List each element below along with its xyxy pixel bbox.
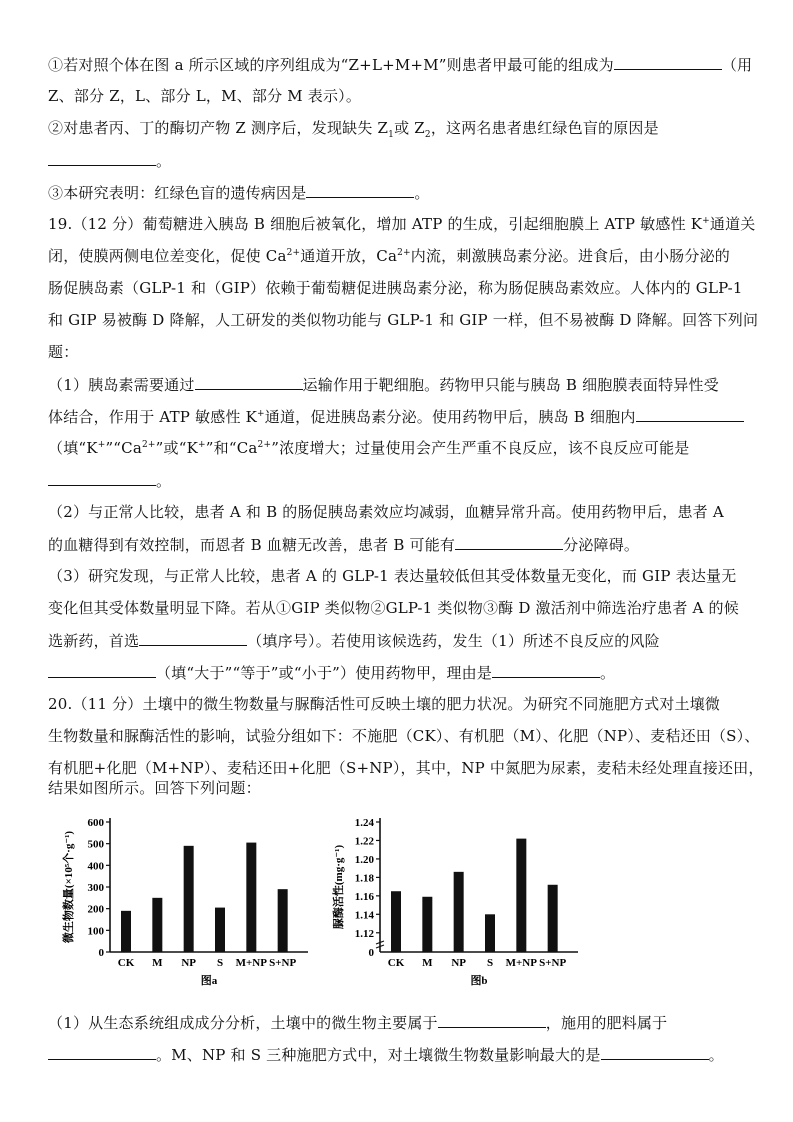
bar	[391, 891, 401, 952]
answer-blank[interactable]	[48, 662, 156, 678]
bar	[246, 843, 256, 952]
question-19-line	[48, 214, 756, 234]
answer-blank[interactable]	[48, 1044, 156, 1060]
text-line	[48, 1044, 748, 1065]
chart-title: 图a	[200, 975, 218, 987]
answer-blank[interactable]	[306, 182, 414, 198]
text: 生物数量和脲酶活性的影响，试验分组如下：不施肥（CK）、有机肥（M）、化肥（NP）、麦秸还田（S）、	[48, 727, 760, 745]
text: （填序号）。若使用该候选药，发生（1）所述不良反应的风险	[247, 632, 660, 650]
text-line	[48, 310, 759, 330]
answer-blank[interactable]	[139, 630, 247, 646]
chart-b	[328, 802, 598, 1002]
answer-blank[interactable]	[48, 150, 156, 166]
y-tick-label: 1.16	[354, 890, 374, 903]
text: 。M、NP 和 S 三种施肥方式中，对土壤微生物数量影响最大的是	[156, 1046, 601, 1064]
superscript: +	[702, 216, 710, 226]
chart-a	[58, 802, 328, 1002]
text: 通道，促进胰岛素分泌。使用药物甲后，胰岛 B 细胞内	[264, 408, 636, 426]
text: （填“大于”“等于”或“小于”）使用药物甲，理由是	[156, 664, 493, 682]
text-line	[48, 726, 760, 746]
text-line	[48, 438, 748, 458]
y-tick-label: 0	[98, 947, 104, 959]
y-tick-label: 0	[368, 947, 374, 959]
text: ”和“Ca	[205, 439, 258, 457]
x-tick-label: NP	[451, 957, 467, 969]
text: 选新药，首选	[48, 632, 140, 650]
subscript: 2	[424, 130, 431, 140]
y-tick-label: 1.14	[354, 909, 374, 922]
text: 。	[156, 472, 172, 490]
text: 肠促胰岛素（GLP-1 和（GIP）依赖于葡萄糖促进胰岛素分泌，称为肠促胰岛素效应。人体内的 GLP-1	[48, 279, 743, 297]
superscript: +	[198, 440, 206, 450]
text: 。	[156, 152, 172, 170]
bar	[422, 897, 432, 952]
text-line	[48, 598, 748, 618]
x-tick-label: S+NP	[269, 957, 297, 969]
y-tick-label: 300	[87, 882, 104, 894]
text: 有机肥+化肥（M+NP）、麦秸还田+化肥（S+NP），其中，NP 中氮肥为尿素，麦秸未经处理直接还田，	[48, 759, 764, 777]
x-tick-label: M+NP	[235, 957, 267, 969]
text-line	[48, 54, 753, 75]
x-tick-label: M	[152, 957, 163, 969]
text-line	[48, 630, 748, 651]
x-tick-label: S	[486, 957, 494, 969]
text: ”“Ca	[105, 439, 142, 457]
superscript: 2+	[397, 248, 411, 258]
question-20-line	[48, 694, 748, 714]
text: ③本研究表明：红绿色盲的遗传病因是	[48, 184, 307, 202]
x-tick-label: CK	[387, 957, 405, 969]
text: （填“K	[48, 439, 98, 457]
x-tick-label: S	[216, 957, 224, 969]
y-tick-label: 400	[87, 860, 104, 873]
text: ”浓度增大；过量使用会产生严重不良反应，该不良反应可能是	[271, 439, 690, 457]
superscript: +	[97, 440, 106, 450]
text-line	[48, 1012, 748, 1033]
text-line	[48, 278, 748, 298]
text-line	[48, 118, 748, 138]
bar	[121, 911, 131, 952]
text: 。	[414, 184, 430, 202]
text-line	[48, 758, 764, 778]
y-tick-label: 1.18	[354, 872, 374, 885]
text: 19.（12 分）葡萄糖进入胰岛 B 细胞后被氧化，增加 ATP 的生成，引起细胞膜上 ATP 敏感性 K	[48, 215, 703, 233]
text: 题：	[48, 343, 79, 361]
y-tick-label: 100	[87, 925, 104, 938]
text: 体结合，作用于 ATP 敏感性 K	[48, 408, 258, 426]
text: 。	[600, 664, 616, 682]
text-line	[48, 374, 748, 395]
text: （用	[721, 56, 753, 74]
answer-blank[interactable]	[601, 1044, 709, 1060]
figure	[58, 802, 608, 1002]
text: 结果如图所示。回答下列问题：	[48, 779, 261, 797]
text-line	[48, 406, 748, 427]
text-line	[48, 502, 748, 522]
text-line	[48, 342, 748, 362]
superscript: 2+	[257, 440, 272, 450]
text-line	[48, 778, 748, 798]
bar	[454, 872, 464, 952]
y-tick-label: 1.24	[354, 817, 374, 829]
text: 的血糖得到有效控制，而恩者 B 血糖无改善，患者 B 可能有	[48, 536, 456, 554]
bar	[278, 889, 288, 952]
x-tick-label: M+NP	[505, 957, 537, 969]
answer-blank[interactable]	[455, 534, 563, 550]
text: 或 Z	[394, 119, 425, 137]
text-line	[48, 150, 748, 171]
bar	[516, 839, 526, 952]
bar	[152, 898, 162, 952]
text: 20.（11 分）土壤中的微生物数量与脲酶活性可反映土壤的肥力状况。为研究不同施肥方式对土壤微	[48, 695, 721, 713]
y-axis-label: 脲酶活性(mg·g⁻¹)	[333, 844, 345, 930]
chart-title: 图b	[470, 975, 488, 987]
text: 通道开放，Ca	[300, 247, 398, 265]
answer-blank[interactable]	[636, 406, 744, 422]
y-tick-label: 200	[87, 903, 104, 916]
text: ，这两名患者患红绿色盲的原因是	[430, 119, 659, 137]
superscript: 2+	[286, 248, 301, 258]
text: ①若对照个体在图 a 所示区域的序列组成为“Z+L+M+M”则患者甲最可能的组成为	[48, 56, 614, 74]
text: 变化但其受体数量明显下降。若从①GIP 类似物②GLP-1 类似物③酶 D 激活剂中筛选治疗患者 A 的候	[48, 599, 739, 617]
text: ②对患者丙、丁的酶切产物 Z 测序后，发现缺失 Z	[48, 119, 389, 137]
y-tick-label: 1.12	[354, 927, 374, 940]
text: 内流，刺激胰岛素分泌。进食后，由小肠分泌的	[410, 247, 730, 265]
text: 运输作用于靶细胞。药物甲只能与胰岛 B 细胞膜表面特异性受	[302, 376, 719, 394]
text: 通道关	[709, 215, 756, 233]
bar	[215, 908, 225, 952]
text: 和 GIP 易被酶 D 降解，人工研发的类似物功能与 GLP-1 和 GIP 一样，但不易被酶 D 降解。回答下列问	[48, 311, 759, 329]
answer-blank[interactable]	[492, 662, 600, 678]
text-line	[48, 662, 748, 683]
text-line	[48, 470, 748, 491]
text: 闭，使膜两侧电位差变化，促使 Ca	[48, 247, 287, 265]
answer-blank[interactable]	[438, 1012, 546, 1028]
bar	[485, 914, 495, 952]
superscript: +	[257, 409, 265, 419]
text: ”或“K	[155, 439, 199, 457]
text: Z、部分 Z，L、部分 L，M、部分 M 表示）。	[48, 87, 362, 105]
bar	[548, 885, 558, 952]
x-tick-label: NP	[181, 957, 197, 969]
y-axis-label: 微生物数量(×10⁵个·g⁻¹)	[63, 830, 75, 944]
text: （1）从生态系统组成成分分析，土壤中的微生物主要属于	[48, 1014, 438, 1032]
y-tick-label: 1.22	[354, 835, 374, 848]
text-line	[48, 534, 748, 555]
text-line	[48, 182, 748, 203]
y-tick-label: 600	[87, 817, 104, 829]
answer-blank[interactable]	[614, 54, 722, 70]
text-line	[48, 566, 748, 586]
x-tick-label: S+NP	[539, 957, 567, 969]
y-tick-label: 500	[87, 838, 104, 851]
bar	[184, 846, 194, 952]
text: （1）胰岛素需要通过	[48, 376, 195, 394]
text: ，施用的肥料属于	[545, 1014, 668, 1032]
answer-blank[interactable]	[48, 470, 156, 486]
answer-blank[interactable]	[195, 374, 303, 390]
subscript: 1	[388, 130, 395, 140]
text: 。	[708, 1046, 724, 1064]
x-tick-label: M	[422, 957, 433, 969]
text-line	[48, 246, 748, 266]
x-tick-label: CK	[117, 957, 135, 969]
text-line	[48, 86, 748, 106]
y-tick-label: 1.20	[354, 853, 374, 866]
text: （3）研究发现，与正常人比较，患者 A 的 GLP-1 表达量较低但其受体数量无变化，而 GIP 表达量无	[48, 567, 737, 585]
text: （2）与正常人比较，患者 A 和 B 的肠促胰岛素效应均减弱，血糖异常升高。使用药物甲后，患者 A	[48, 503, 724, 521]
text: 分泌障碍。	[563, 536, 640, 554]
superscript: 2+	[142, 440, 156, 450]
